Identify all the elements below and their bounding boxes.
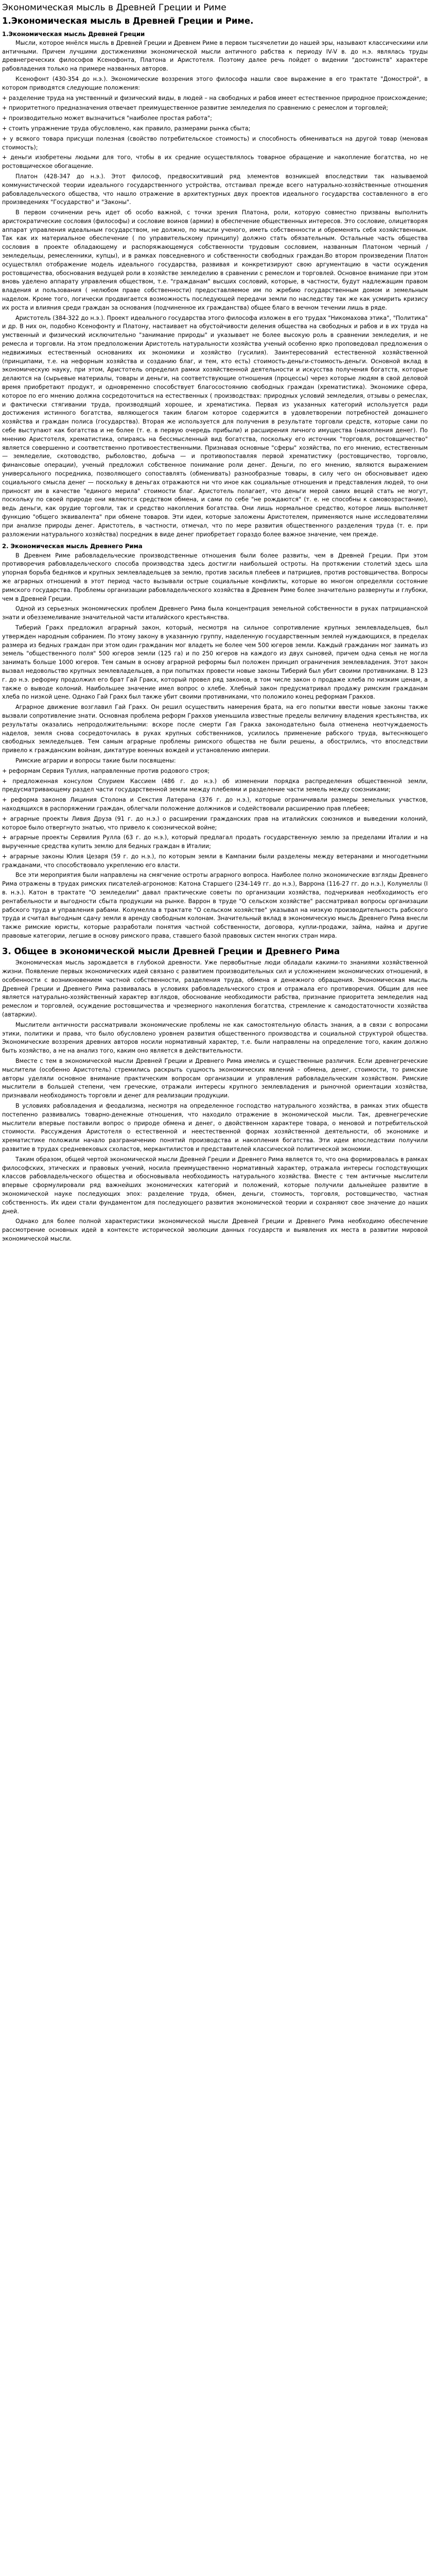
paragraph: Ксенофонт (430-354 до н.э.). Экономические воззрения этого философа нашли свое выражение в его трактате "Домострой", в котором приводятся следующие положения:	[2, 75, 428, 91]
paragraph: Аграрное движение возглавил Гай Гракх. Он решил осуществить намерения брата, на его попытки ввести новые законы также вызвали сопротивление знати. Основная проблема реформ Гракхов уменьшила известные пределы величину владения крестьянства, их результаты оказались непродолжительными: вскоре после смерти Гая Гракха законодательно была отменена неотчуждаемость наделов, земля снова сосредоточилась в руках крупных собственников, усилилось применение рабского труда, вытесняющего свободных земледельцев. Тем самым аграрные проблемы римского общества не были решены, а обострились, что впоследствии привело к гражданским войнам, диктатуре военных вождей и установлению империи.	[2, 704, 428, 754]
paragraph: Тиберий Гракх предложил аграрный закон, который, несмотря на сильное сопротивление крупных землевладельцев, был утвержден народным собранием. По этому закону в указанную группу, наделенную государственным землей нуждающихся, в пределах размера из бедных граждан при этом один гражданин мог владеть не более чем 500 югеров земли. Каждый гражданин мог заимать из земель "общественного поля" 500 югеров земли (125 га) и по 250 югеров на каждого из двух сыновей, причем одна семья не могла занимать больше 1000 югеров. Тем самым в основу аграрной реформы был положен принцип ограничения землевладения. Этот закон вызвал недовольство крупных землевладельцев, а при попытках провести новые законы Тиберий был убит своими противниками. В 123 г. до н.э. реформу продолжил его брат Гай Гракх, который провел ряд законов, в том числе закон о продаже хлеба по низким ценам, а также о выводе колоний. Наибольшее значение имел вопрос о хлебе. Хлебный закон предусматривал продажу римским гражданам хлеба по низкой цене. Однако Гай Гракх был также убит своими противниками, что положило конец реформам Гракхов.	[2, 624, 428, 701]
paragraph: Экономическая мысль зарождается в глубокой древности. Уже первобытные люди обладали какими-то знаниями хозяйственной жизни. Появление первых экономических идей связано с развитием производительных сил и усложнением экономических отношений, в особенности с возникновением частной собственности, разделения труда, обмена и денежного обращения. Экономическая мысль Древней Греции и Древнего Рима развивалась в условиях рабовладельческого строя и отражала его противоречия. Общим для нее является натурально-хозяйственный характер взглядов, обоснование необходимости рабства, признание приоритета земледелия над ремеслом и торговлей, осуждение ростовщичества и чрезмерного накопления богатства, стремление к самодостаточности хозяйства (автаркии).	[2, 959, 428, 1019]
section-common	[2, 946, 428, 1244]
paragraph: + предложенная консулом Спурием Кассием (486 г. до н.э.) об изменении порядка распределения общественной земли, предусматривающему раздел части государственной земли между плебеями и разделение части земель между союзниками;	[2, 777, 428, 793]
paragraph: В условиях рабовладения и феодализма, несмотря на определенное господство натурального хозяйства, в рамках этих обществ постепенно развивались товарно-денежные отношения, что находило отражение в экономической мысли. Так, древнегреческие мыслители впервые поставили вопрос о природе обмена и денег, о двойственном характере товара, о меновой и потребительской стоимости. Рассуждения Аристотеля о естественной и неестественной формах хозяйственной деятельности, об экономике и хрематистике положили начало разграничению понятий производства и накопления богатства. Эти идеи впоследствии получили развитие в трудах средневековых схоластов, меркантилистов и представителей классической политической экономии.	[2, 1103, 428, 1153]
paragraph: Однако для более полной характеристики экономической мысли Древней Греции и Древнего Рима необходимо обеспечение рассмотрение основных идей в контексте исторической эволюции данных государств и выявления их места в развитии мировой экономической мысли.	[2, 1218, 428, 1242]
paragraph: Мысли, которое мнёлся мысль в Древней Греции и Древнем Риме в первом тысячелетии до нашей эры, называют классическими или античными. Причем лучшими достижениями экономической мысли античного рабства к периоду IV-V в. до н.э. являлась труды древнегреческих философов Ксенофонта, Платона и Аристотеля. Поэтому далее речь пойдет о видении "достоинств" характере рабовладения только на примере названных авторов.	[2, 39, 428, 73]
paragraph: + приоритетного предназначения отвечает преимущественное развитие земледелия по сравнению с ремеслом и торговлей;	[2, 105, 388, 112]
section-2-body	[2, 552, 428, 941]
paragraph: Таким образом, общей чертой экономической мысли Древней Греции и Древнего Рима является то, что она формировалась в рамках философских, этических и правовых учений, носила преимущественно нормативный характер, отражала интересы господствующих классов рабовладельческого общества и обосновывала необходимость натурального хозяйства. Вместе с тем античные мыслители впервые сформулировали ряд важнейших экономических категорий и положений, которые получили дальнейшее развитие в экономической науке последующих эпох: разделение труда, обмен, деньги, стоимость, торговля, ростовщичество, частная собственность. Их идеи стали фундаментом для последующего развития экономической теории и сохраняют свое значение до наших дней.	[2, 1156, 428, 1215]
section-greece-rome	[2, 15, 428, 539]
paragraph: Римские аграрии и вопросы такие были посвящены:	[15, 757, 176, 764]
section-1-body	[2, 39, 428, 539]
paragraph: + реформам Сервия Туллия, направленные против родового строя;	[2, 767, 210, 774]
paragraph: Одной из серьезных экономических проблем Древнего Рима была концентрация земельной собственности в руках патрицианской знати и обезземеливание значительной части италийского крестьянства.	[2, 605, 428, 621]
paragraph: В первом сочинении речь идет об особо важной, с точки зрения Платона, роли, которую совместно призваны выполнить аристократические сословия (философы) и сословие воинов (армии) в обеспечение общественных интересов. Это сословие, олицетворяя аппарат управления идеальным государством, не должно, по мысли ученого, иметь собственности и обременять себя хозяйственным. Так как их материальное обеспечение ( по управительскому принципу) должно стать обязательным. Остальные часть общества сословия в проекте обладающему и распоряжающемуся собственности трудовым сословием, названным Платоном черный / земледельцы, ремесленники, купцы), и в рамках повседневного и собственности свободных граждан.Во втором произведении Платон осуществлял отображение модель идеального государства, развивая и конкретизируют свою аргументацию в части осуждения ростовщичества, обоснования ведущей роли в хозяйстве земледелию в сравнении с ремеслом и торговлей. Основное внимание при этом вновь уделено аппарату управления обществом, т.е. "гражданам" высших сословий, которые, в частности, будут надлежащим правом владения и пользования ( нелюбом праве собственности) предоставляемое им по жребию государственным домом и земельным наделом. Кроме того, логически продвигается возможность последующей передачи земли по наследству так же как усмирить кризису их роста и влияния среди граждан за основания (подчиненное их гражданства) общее благо в вечном течении лишь в ряде.	[2, 209, 428, 311]
document-title: Экономическая мысль в Древней Греции и Риме	[2, 3, 226, 13]
subheading-rome: 2. Экономическая мысль Древнего Рима	[2, 543, 143, 550]
paragraph: Аристотель (384-322 до н.э.). Проект идеального государства этого философа изложен в его трудах "Никомахова этика", "Политика" и др. В них он, подобно Ксенофонту и Платону, настаивает на обустойчивости деления общества на свободных и рабов и в их труда на умственный и физический исключительно "занимание природы" и указывает не более высокую роль в сравнении земледелия, и не ремесла и торговли. На этом предположении Аристотель натуральности хозяйства ученый особенно ярко проповедовал предложения о недвижимых естественный основаниях их экономики и хозяйство (гусилия). Заинтересований естественной хозяйственной (принципами, т.е. на нефорным хозяйства и созданию благ, и тем, кто есть) стоимость-деньги-стоимость-деньги. Основной вклад в экономическую науку, при этом, Аристотель определил рамки хозяйственной деятельности и искусства получения богатств, которые делаются на (сырьевые материалы, товары и деньги, на соответствующие отношения (процессы) через которые людям в свой деловой время приобретают продукт, и одновременно способствует благосостоянию свободных граждан (хрематистика). Экономике сфера, которое по его мнению должна сосредоточиться на естественных ( производствах: природных условий земледелия, отзывы о ремеслах, и фактически стягивании труда, производящий хорошее, и хрематистика. Первая из указанных категорий используется ради достижения истинного богатства, являющегося таким благом которое содержится в удовлетворении потребностей домашнего хозяйства и граждан полиса (государства). Вторая же используется для получения в результате торговли средств, которые сами по себе выступают как богатства и не более (т. е. в первую очередь прибыли) и расширения личного имущества (накопления денег). По мнению Аристотеля, хрематистика, опираясь на бессмысленный вид богатства, поскольку его источник "торговля, ростовщичество" является совершенно и соответственно противоестественными. Признавая основные "сферы" хозяйства, по его мнению, естественным — земледелие, скотоводство, рыболовство, добыча — и противопоставляя первой хрематистику (ростовщичество, торговлю, финансовые операции), ученый предложил собственное понимание роли денег. Деньги, по его мнению, являются выражением универсального посредника, позволяющего сопоставлять (обменивать) разнообразные товары, в силу чего он обосновывает идею социального смысла денег — поскольку в деньгах отражаются ни что иное как социальные отношения и представления людей, то они приносят им в качестве "единого мерила" стоимости благ. Аристотель полагает, что деньги мерой самих вещей стать не могут, поскольку по своей природе они являются средством обмена, и сами по себе "не рождаются" (т. е. не способны к самовозрастанию), ведь деньги, как орудие торговли, так и средство накопления богатства. Они лишь нормальное средство, которое лишь выполняет функцию "общего эквивалента" при обмене товаров. Эти идеи, которые заложены Аристотелем, применяются ныне исследователями при анализе природы денег. Аристотель, в частности, отмечал, что по мере развития общественного разделения труда (т. е. при разложении натурального хозяйства) посредник в виде денег приобретает гораздо более важное значение, чем прежде.	[2, 314, 428, 538]
paragraph: + производительно может вызначиться "наиболее простая работа";	[2, 115, 212, 122]
subheading-greece: 1.Экономическая мысль Древней Греции	[2, 30, 145, 38]
paragraph: + деньги изобретены людьми для того, чтобы в их средние осуществлялось товарное обращение и накопление богатства, но не ростовщическое обогащение.	[2, 154, 428, 170]
section-rome	[2, 542, 428, 940]
paragraph: Мыслители античности рассматривали экономические проблемы не как самостоятельную область знания, а в связи с вопросами этики, политики и права, что было обусловлено уровнем развития общественного производства и социальной структурой общества. Экономические воззрения древних авторов носили нормативный характер, т.е. были направлены на определение того, каким должно быть хозяйство, а не на анализ того, каким оно является в действительности.	[2, 1021, 428, 1055]
paragraph: + аграрные законы Юлия Цезаря (59 г. до н.э.), по которым земли в Кампании были разделены между ветеранами и многодетными гражданами, что способствовало укреплению его власти.	[2, 853, 428, 869]
paragraph: Платон (428-347 до н.э.). Этот философ, предвосхитивший ряд элементов возникшей впоследствии так называемой коммунистической теории идеального государственного устройства, отстаивал прежде всего натурально-хозяйственные отношения рабовладельческого общества, что нашло отражение в архитектурных двух проектов идеального государства составленного в его произведениях "Государство" и "Законы".	[2, 173, 428, 206]
paragraph: Вместе с тем в экономической мысли Древней Греции и Древнего Рима имелись и существенные различия. Если древнегреческие мыслители (особенно Аристотель) стремились раскрыть сущность экономических явлений – обмена, денег, стоимости, то римские авторы уделяли основное внимание практическим вопросам организации и управления рабовладельческим хозяйством. Римские мыслители в большей степени, чем греческие, отражали интересы крупного землевладения и рыночной ориентации хозяйства, признавали необходимость торговли и денег для реализации продукции.	[2, 1058, 428, 1099]
section-3-body	[2, 959, 428, 1244]
paragraph: Все эти мероприятия были направлены на смягчение остроты аграрного вопроса. Наиболее полно экономические взгляды Древнего Рима отражены в трудах римских писателей-агрономов: Катона Старшего (234-149 гг. до н.э.), Варрона (116-27 гг. до н.э.), Колумеллы (I в. н.э.). Катон в трактате "О земледелии" давал практические советы по организации хозяйства, подчеркивая необходимость его рентабельности и выгодности сбыта продукции на рынке. Варрон в труде "О сельском хозяйстве" рассматривал вопросы организации рабского труда и управления рабами. Колумелла в трактате "О сельском хозяйстве" указывал на низкую производительность рабского труда и считал выгодным сдачу земли в аренду свободным колонам. Значительный вклад в экономическую мысль Древнего Рима внесли также римские юристы, которые разработали понятия частной собственности, договора, купли-продажи, займа, найма и другие правовые категории, легшие в основу римского права, ставшего базой правовых систем многих стран мира.	[2, 872, 428, 940]
paragraph: + аграрные проекты Сервилия Рулла (63 г. до н.э.), который предлагал продать государственную землю за пределами Италии и на вырученные средства купить землю для бедных граждан в Италии;	[2, 834, 428, 850]
paragraph: + стоить упражнение труда обусловлено, как правило, размерами рынка сбыта;	[2, 125, 251, 132]
paragraph: + реформа законов Лициния Столона и Секстия Латерана (376 г. до н.э.), которые ограничивали размеры земельных участков, находящихся в распоряжении граждан, облегчали положение должников и содействовали расширению прав плебеев;	[2, 796, 428, 812]
paragraph: В Древнем Риме рабовладельческие производственные отношения были более развиты, чем в Древней Греции. При этом противоречия рабовладельческого способа производства здесь достигли наибольшей остроты. На протяжении столетий здесь шла упорная борьба бедняков и крупных землевладельцев за землю, против засилья плебеев и патрициев, против ростовщичества. Вопросы же аграрных отношений в этот период часто вызывали острые социальные конфликты, которые во многом определяли состояние римского государства. Проблемы организации рабовладельческого хозяйства в Древнем Риме более значительно развернуты и глубоки, чем в Древней Греции.	[2, 552, 428, 602]
section-heading-3: 3. Общее в экономической мысли Древней Греции и Древнего Рима	[2, 946, 340, 956]
document-page	[0, 0, 431, 1250]
paragraph: + аграрные проекты Ливия Друза (91 г. до н.э.) о расширении гражданских прав на италийских союзников и выведении колоний, которое было отвергнуто знатью, что привело к союзнической войне;	[2, 815, 428, 831]
paragraph: + разделение труда на умственный и физический виды, в людей – на свободных и рабов имеет естественное природное происхождение;	[2, 94, 428, 101]
paragraph: + у всякого товара присущи полезная (свойство потребительское стоимость) и способность обмениваться на другой товар (меновая стоимость);	[2, 135, 428, 151]
section-heading-1: 1.Экономическая мысль в Древней Греции и Риме.	[2, 16, 254, 26]
